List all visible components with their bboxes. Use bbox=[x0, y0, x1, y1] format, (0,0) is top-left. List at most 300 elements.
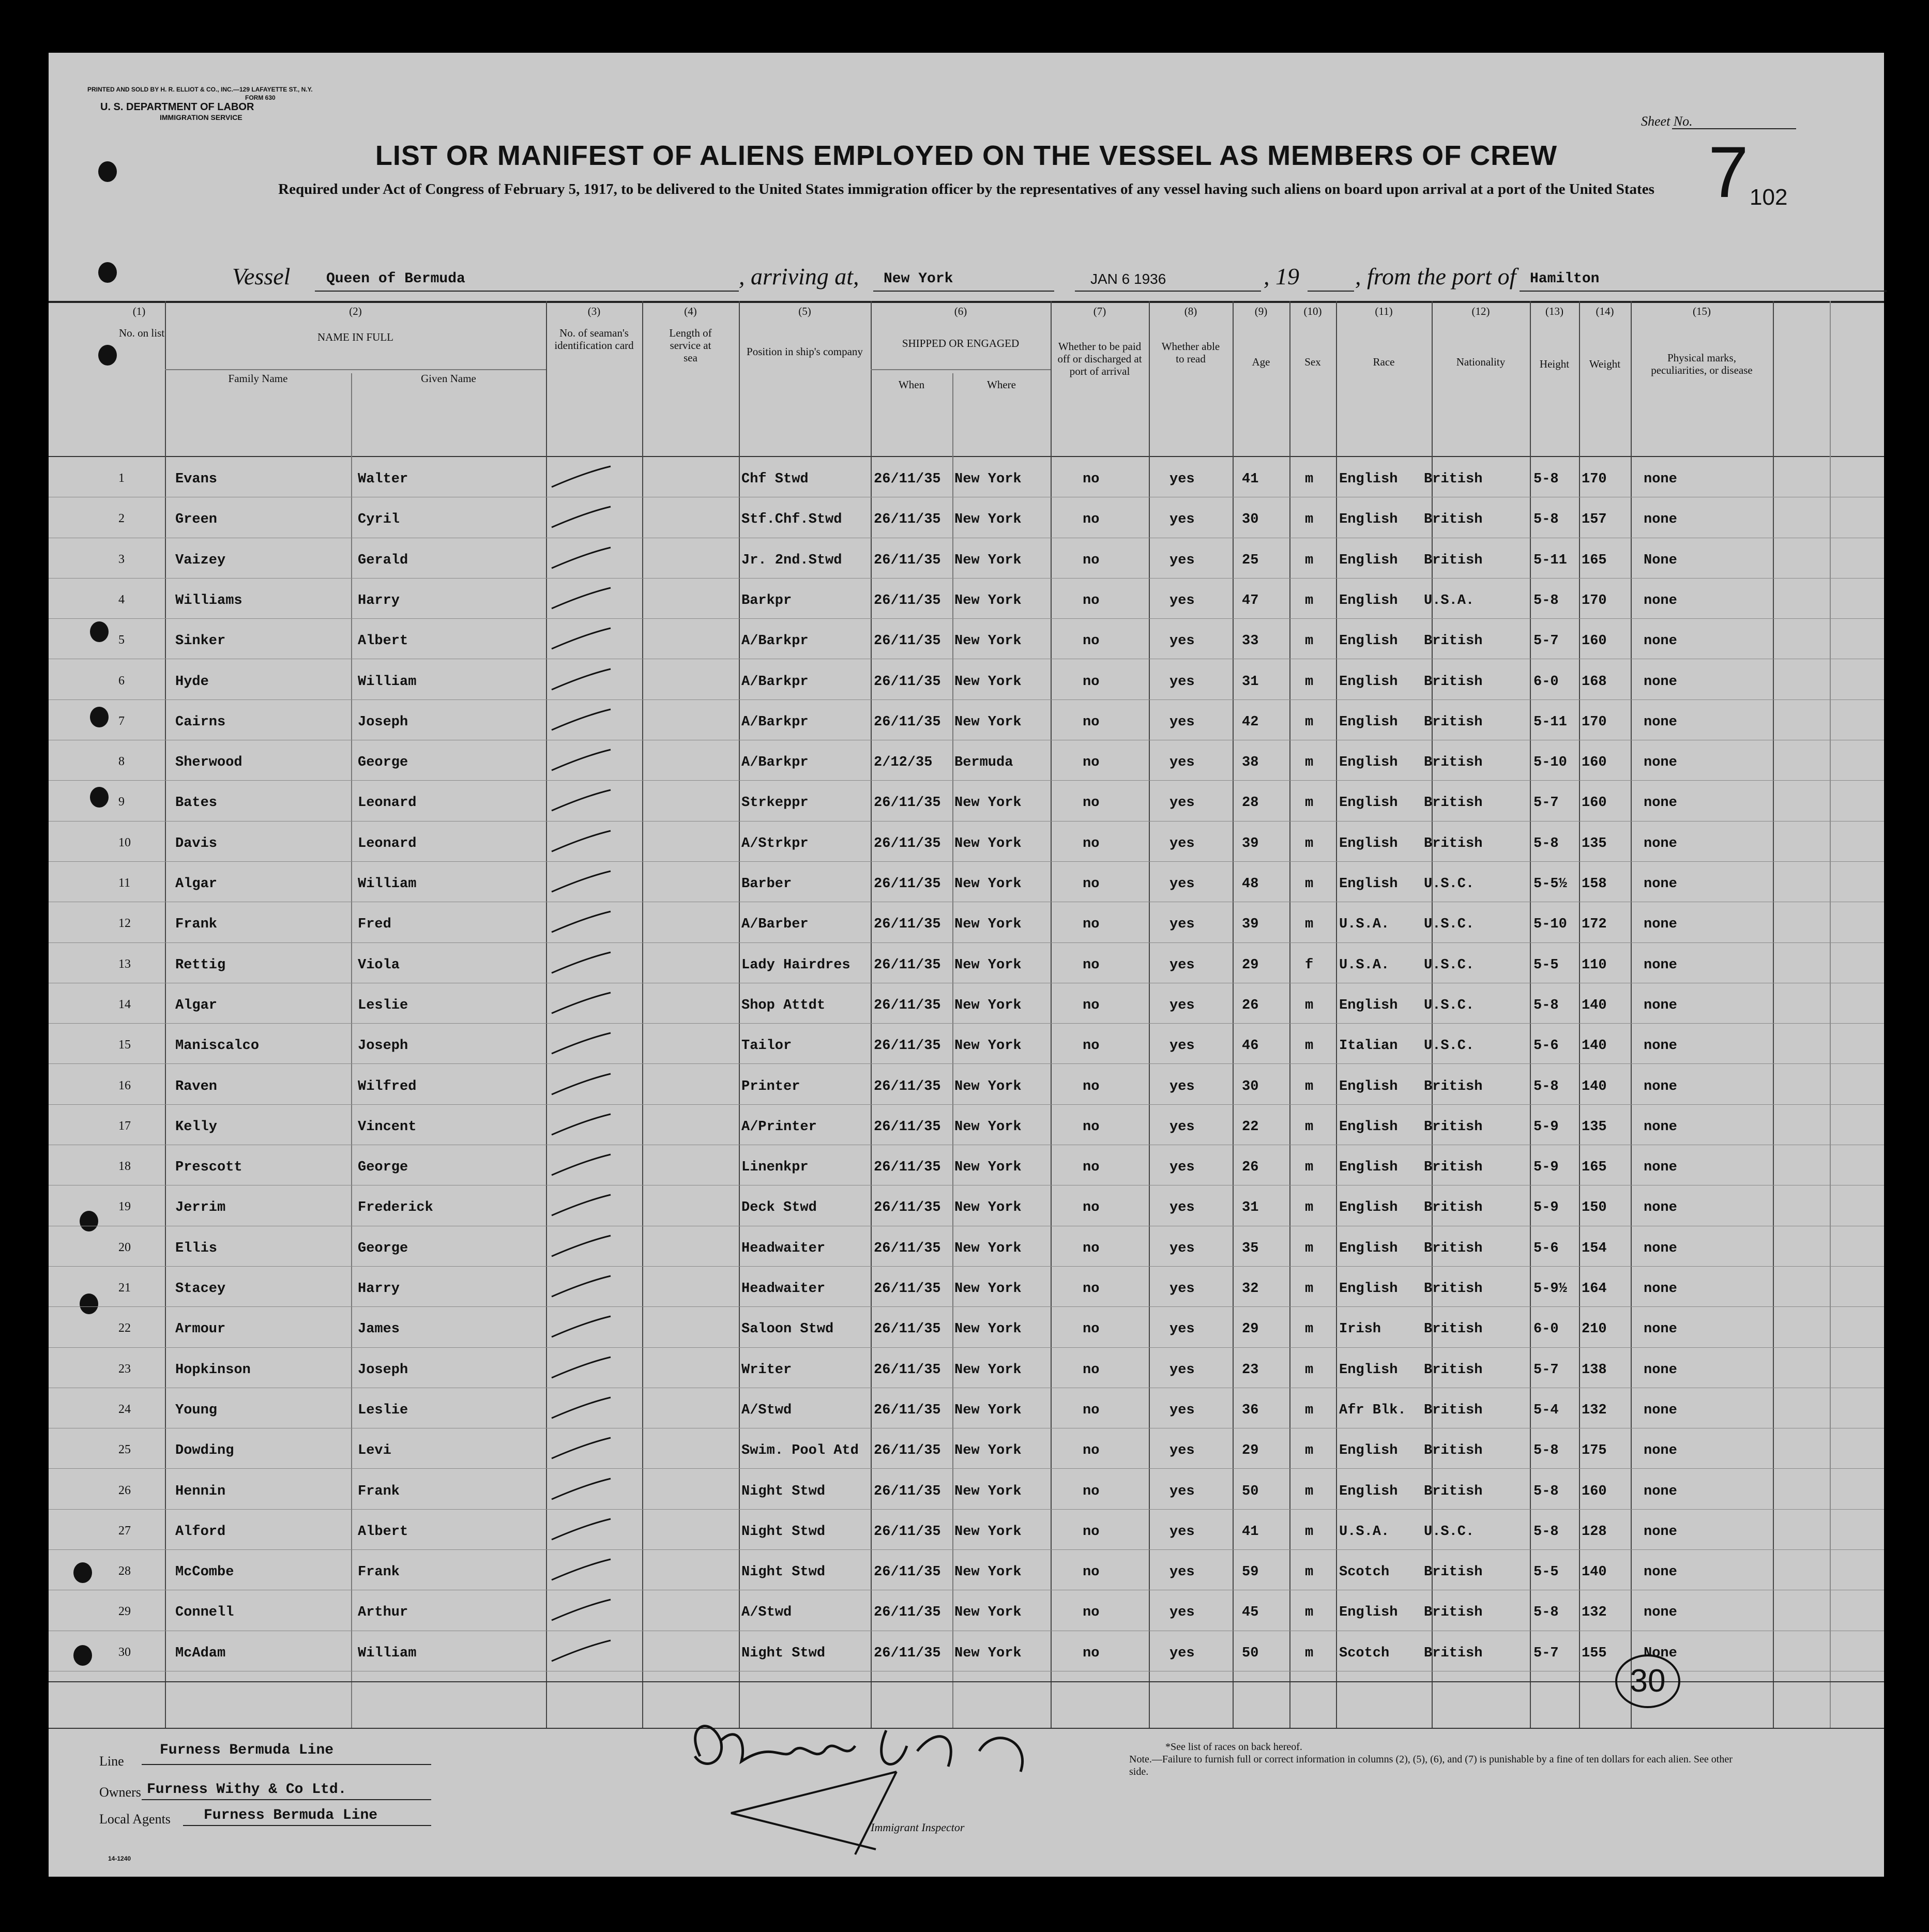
row-number: 5 bbox=[118, 633, 125, 647]
shipped-when: 26/11/35 bbox=[874, 1038, 941, 1054]
given-name: Arthur bbox=[358, 1605, 408, 1621]
check-mark-icon bbox=[548, 1638, 615, 1663]
col-1-num: (1) bbox=[132, 305, 146, 317]
sheet-number: 7 bbox=[1708, 131, 1749, 212]
shipped-where: New York bbox=[954, 1564, 1022, 1580]
shipped-when: 2/12/35 bbox=[874, 755, 933, 771]
physical-marks: none bbox=[1644, 997, 1677, 1013]
height: 5-5 bbox=[1533, 957, 1559, 973]
sex: f bbox=[1305, 957, 1314, 973]
shipped-when: 26/11/35 bbox=[874, 1160, 941, 1176]
age: 38 bbox=[1242, 755, 1259, 771]
row-number: 23 bbox=[118, 1362, 131, 1376]
year-label: , 19 bbox=[1264, 263, 1299, 290]
row-number: 14 bbox=[118, 997, 131, 1011]
able-to-read: yes bbox=[1169, 1443, 1195, 1459]
nationality: British bbox=[1424, 755, 1483, 771]
date-stamp: JAN 6 1936 bbox=[1090, 271, 1166, 287]
col-2-header: NAME IN FULL bbox=[317, 331, 393, 343]
height: 5-8 bbox=[1533, 997, 1559, 1013]
weight: 170 bbox=[1582, 592, 1607, 608]
table-row bbox=[49, 700, 1884, 739]
race: English bbox=[1339, 1200, 1398, 1216]
paid-off: no bbox=[1083, 876, 1100, 892]
age: 45 bbox=[1242, 1605, 1259, 1621]
sex: m bbox=[1305, 592, 1314, 608]
arriving-port: New York bbox=[884, 271, 953, 287]
shipped-when: 26/11/35 bbox=[874, 714, 941, 730]
row-number: 28 bbox=[118, 1564, 131, 1578]
physical-marks: none bbox=[1644, 957, 1677, 973]
paid-off: no bbox=[1083, 674, 1100, 690]
weight: 160 bbox=[1582, 1483, 1607, 1499]
table-row bbox=[49, 1388, 1884, 1427]
family-name: Vaizey bbox=[175, 552, 226, 568]
check-mark-icon bbox=[548, 1072, 615, 1097]
table-row bbox=[49, 1428, 1884, 1467]
height: 5-9½ bbox=[1533, 1281, 1567, 1297]
shipped-where: New York bbox=[954, 674, 1022, 690]
owners-value: Furness Withy & Co Ltd. bbox=[147, 1782, 347, 1798]
shipped-when: 26/11/35 bbox=[874, 997, 941, 1013]
sex: m bbox=[1305, 633, 1314, 649]
given-name-header: Given Name bbox=[421, 372, 476, 385]
line-value: Furness Bermuda Line bbox=[160, 1742, 334, 1758]
vessel-label: Vessel bbox=[232, 263, 291, 290]
weight: 154 bbox=[1582, 1240, 1607, 1256]
shipped-when: 26/11/35 bbox=[874, 1402, 941, 1418]
age: 46 bbox=[1242, 1038, 1259, 1054]
check-mark-icon bbox=[548, 464, 615, 489]
check-mark-icon bbox=[548, 869, 615, 894]
row-number: 6 bbox=[118, 674, 125, 688]
family-name: Hopkinson bbox=[175, 1362, 251, 1378]
race: English bbox=[1339, 552, 1398, 568]
paid-off: no bbox=[1083, 1321, 1100, 1337]
race: English bbox=[1339, 592, 1398, 608]
col-6-num: (6) bbox=[954, 305, 967, 317]
row-number: 11 bbox=[118, 876, 131, 890]
sex: m bbox=[1305, 1524, 1314, 1540]
race: English bbox=[1339, 1281, 1398, 1297]
height: 5-4 bbox=[1533, 1402, 1559, 1418]
line-label: Line bbox=[99, 1754, 124, 1769]
arriving-label: , arriving at, bbox=[739, 263, 859, 290]
paid-off: no bbox=[1083, 997, 1100, 1013]
sex: m bbox=[1305, 1645, 1314, 1661]
position: A/Barkpr bbox=[741, 714, 809, 730]
sex: m bbox=[1305, 1321, 1314, 1337]
physical-marks: none bbox=[1644, 1119, 1677, 1135]
height: 5-8 bbox=[1533, 1443, 1559, 1459]
row-number: 16 bbox=[118, 1078, 131, 1092]
row-number: 2 bbox=[118, 512, 125, 526]
table-row bbox=[49, 538, 1884, 577]
table-row bbox=[49, 497, 1884, 536]
check-mark-icon bbox=[548, 1314, 615, 1339]
physical-marks: none bbox=[1644, 1443, 1677, 1459]
sex: m bbox=[1305, 1078, 1314, 1094]
shipped-where: New York bbox=[954, 1240, 1022, 1256]
punch-hole bbox=[98, 262, 117, 283]
table-row bbox=[49, 943, 1884, 982]
table-row bbox=[49, 1145, 1884, 1184]
physical-marks: none bbox=[1644, 714, 1677, 730]
sex: m bbox=[1305, 755, 1314, 771]
shipped-where: New York bbox=[954, 714, 1022, 730]
nationality: British bbox=[1424, 1321, 1483, 1337]
position: Chf Stwd bbox=[741, 471, 809, 487]
position: A/Stwd bbox=[741, 1402, 792, 1418]
race: Scotch bbox=[1339, 1645, 1390, 1661]
nationality: British bbox=[1424, 1564, 1483, 1580]
col-5-header: Position in ship's company bbox=[747, 345, 863, 358]
check-mark-icon bbox=[548, 667, 615, 692]
paid-off: no bbox=[1083, 592, 1100, 608]
col-11-header: Race bbox=[1373, 356, 1395, 368]
nationality: British bbox=[1424, 1362, 1483, 1378]
check-mark-icon bbox=[548, 950, 615, 975]
position: Night Stwd bbox=[741, 1483, 826, 1499]
age: 35 bbox=[1242, 1240, 1259, 1256]
able-to-read: yes bbox=[1169, 1119, 1195, 1135]
family-name: Ellis bbox=[175, 1240, 218, 1256]
sex: m bbox=[1305, 835, 1314, 851]
physical-marks: none bbox=[1644, 835, 1677, 851]
family-name: Algar bbox=[175, 876, 218, 892]
sex: m bbox=[1305, 471, 1314, 487]
weight: 135 bbox=[1582, 1119, 1607, 1135]
family-name: McAdam bbox=[175, 1645, 226, 1661]
paid-off: no bbox=[1083, 1483, 1100, 1499]
sex: m bbox=[1305, 1240, 1314, 1256]
table-row bbox=[49, 619, 1884, 658]
table-row bbox=[49, 1105, 1884, 1144]
position: Barber bbox=[741, 876, 792, 892]
able-to-read: yes bbox=[1169, 1645, 1195, 1661]
race: English bbox=[1339, 633, 1398, 649]
shipped-when: 26/11/35 bbox=[874, 876, 941, 892]
weight: 140 bbox=[1582, 1078, 1607, 1094]
sheet-label: Sheet No. bbox=[1641, 114, 1693, 129]
height: 5-8 bbox=[1533, 835, 1559, 851]
able-to-read: yes bbox=[1169, 1160, 1195, 1176]
check-mark-icon bbox=[548, 1355, 615, 1380]
given-name: Cyril bbox=[358, 512, 400, 528]
weight: 170 bbox=[1582, 471, 1607, 487]
shipped-where: New York bbox=[954, 1483, 1022, 1499]
col-7-num: (7) bbox=[1093, 305, 1106, 317]
check-mark-icon bbox=[548, 1193, 615, 1218]
row-number: 19 bbox=[118, 1200, 131, 1214]
shipped-when: 26/11/35 bbox=[874, 633, 941, 649]
col-11-num: (11) bbox=[1375, 305, 1393, 317]
family-name: Algar bbox=[175, 997, 218, 1013]
row-number: 12 bbox=[118, 917, 131, 931]
table-row bbox=[49, 1550, 1884, 1589]
height: 5-6 bbox=[1533, 1240, 1559, 1256]
penalty-note: Note.—Failure to furnish full or correct information in columns (2), (5), (6), and (7) is punishable by a fine of ten dollars for each alien. See other side. bbox=[1129, 1754, 1733, 1777]
paid-off: no bbox=[1083, 471, 1100, 487]
able-to-read: yes bbox=[1169, 714, 1195, 730]
shipped-where: New York bbox=[954, 1281, 1022, 1297]
nationality: British bbox=[1424, 1240, 1483, 1256]
height: 5-8 bbox=[1533, 1524, 1559, 1540]
family-name: Jerrim bbox=[175, 1200, 226, 1216]
shipped-when: 26/11/35 bbox=[874, 1362, 941, 1378]
position: Jr. 2nd.Stwd bbox=[741, 552, 842, 568]
able-to-read: yes bbox=[1169, 795, 1195, 811]
family-name: Sherwood bbox=[175, 755, 242, 771]
position: A/Printer bbox=[741, 1119, 817, 1135]
shipped-when: 26/11/35 bbox=[874, 795, 941, 811]
height: 5-5½ bbox=[1533, 876, 1567, 892]
able-to-read: yes bbox=[1169, 876, 1195, 892]
given-name: William bbox=[358, 1645, 417, 1661]
check-mark-icon bbox=[548, 909, 615, 934]
family-name: Cairns bbox=[175, 714, 226, 730]
position: Deck Stwd bbox=[741, 1200, 817, 1216]
row-number: 20 bbox=[118, 1240, 131, 1254]
paid-off: no bbox=[1083, 1645, 1100, 1661]
paid-off: no bbox=[1083, 1200, 1100, 1216]
owners-label: Owners bbox=[99, 1785, 141, 1800]
given-name: Harry bbox=[358, 592, 400, 608]
family-name: Kelly bbox=[175, 1119, 218, 1135]
inspector-label: Immigrant Inspector bbox=[871, 1821, 965, 1834]
shipped-when: 26/11/35 bbox=[874, 1564, 941, 1580]
nationality: British bbox=[1424, 835, 1483, 851]
race: English bbox=[1339, 997, 1398, 1013]
position: Night Stwd bbox=[741, 1645, 826, 1661]
position: Swim. Pool Atd bbox=[741, 1443, 859, 1459]
shipped-when: 26/11/35 bbox=[874, 674, 941, 690]
weight: 138 bbox=[1582, 1362, 1607, 1378]
height: 5-7 bbox=[1533, 1362, 1559, 1378]
nationality: U.S.C. bbox=[1424, 1524, 1475, 1540]
family-name: Connell bbox=[175, 1605, 234, 1621]
age: 41 bbox=[1242, 471, 1259, 487]
row-number: 27 bbox=[118, 1524, 131, 1538]
check-mark-icon bbox=[548, 707, 615, 732]
nationality: U.S.C. bbox=[1424, 997, 1475, 1013]
sex: m bbox=[1305, 795, 1314, 811]
position: A/Strkpr bbox=[741, 835, 809, 851]
physical-marks: none bbox=[1644, 633, 1677, 649]
nationality: British bbox=[1424, 1483, 1483, 1499]
family-name: Williams bbox=[175, 592, 242, 608]
able-to-read: yes bbox=[1169, 1038, 1195, 1054]
shipped-when: 26/11/35 bbox=[874, 1078, 941, 1094]
shipped-where: New York bbox=[954, 1524, 1022, 1540]
race: English bbox=[1339, 755, 1398, 771]
weight: 128 bbox=[1582, 1524, 1607, 1540]
shipped-when: 26/11/35 bbox=[874, 1200, 941, 1216]
footnote bbox=[1129, 1741, 1750, 1778]
given-name: Harry bbox=[358, 1281, 400, 1297]
race: English bbox=[1339, 835, 1398, 851]
paid-off: no bbox=[1083, 1119, 1100, 1135]
table-row bbox=[49, 1185, 1884, 1224]
family-name: Hennin bbox=[175, 1483, 226, 1499]
shipped-when: 26/11/35 bbox=[874, 1645, 941, 1661]
shipped-where: New York bbox=[954, 876, 1022, 892]
check-mark-icon bbox=[548, 1598, 615, 1622]
family-name: Frank bbox=[175, 917, 218, 933]
given-name: William bbox=[358, 876, 417, 892]
age: 59 bbox=[1242, 1564, 1259, 1580]
position: Barkpr bbox=[741, 592, 792, 608]
table-row bbox=[49, 1307, 1884, 1346]
shipped-when: 26/11/35 bbox=[874, 1281, 941, 1297]
check-mark-icon bbox=[548, 1031, 615, 1056]
row-number: 17 bbox=[118, 1119, 131, 1133]
check-mark-icon bbox=[548, 1517, 615, 1542]
page-number: 102 bbox=[1750, 185, 1788, 210]
shipped-when: 26/11/35 bbox=[874, 1321, 941, 1337]
shipped-when: 26/11/35 bbox=[874, 592, 941, 608]
race: U.S.A. bbox=[1339, 1524, 1390, 1540]
sex: m bbox=[1305, 1362, 1314, 1378]
physical-marks: none bbox=[1644, 1605, 1677, 1621]
paid-off: no bbox=[1083, 1605, 1100, 1621]
height: 5-11 bbox=[1533, 714, 1567, 730]
height: 5-8 bbox=[1533, 471, 1559, 487]
position: Printer bbox=[741, 1078, 800, 1094]
nationality: U.S.C. bbox=[1424, 917, 1475, 933]
col-3-header: No. of seaman's identification card bbox=[554, 327, 634, 352]
where-header: Where bbox=[987, 378, 1016, 391]
nationality: British bbox=[1424, 1281, 1483, 1297]
physical-marks: none bbox=[1644, 876, 1677, 892]
table-row bbox=[49, 822, 1884, 860]
position: A/Barkpr bbox=[741, 633, 809, 649]
weight: 164 bbox=[1582, 1281, 1607, 1297]
vessel-line bbox=[186, 258, 1752, 300]
table-row bbox=[49, 1510, 1884, 1548]
from-port: Hamilton bbox=[1530, 271, 1600, 287]
row-number: 8 bbox=[118, 755, 125, 769]
check-mark-icon bbox=[548, 545, 615, 570]
shipped-when: 26/11/35 bbox=[874, 957, 941, 973]
row-number: 24 bbox=[118, 1402, 131, 1416]
position: Shop Attdt bbox=[741, 997, 826, 1013]
col-4-num: (4) bbox=[684, 305, 697, 317]
col-8-header: Whether able to read bbox=[1161, 340, 1220, 365]
given-name: Joseph bbox=[358, 1362, 408, 1378]
col-5-num: (5) bbox=[798, 305, 811, 317]
given-name: Wilfred bbox=[358, 1078, 417, 1094]
nationality: British bbox=[1424, 1160, 1483, 1176]
position: A/Barber bbox=[741, 917, 809, 933]
sex: m bbox=[1305, 1119, 1314, 1135]
physical-marks: none bbox=[1644, 1240, 1677, 1256]
race: English bbox=[1339, 674, 1398, 690]
age: 31 bbox=[1242, 1200, 1259, 1216]
nationality: U.S.C. bbox=[1424, 957, 1475, 973]
family-name: Alford bbox=[175, 1524, 226, 1540]
shipped-when: 26/11/35 bbox=[874, 512, 941, 528]
shipped-where: New York bbox=[954, 512, 1022, 528]
row-number: 9 bbox=[118, 795, 125, 809]
check-mark-icon bbox=[548, 1477, 615, 1501]
shipped-where: New York bbox=[954, 1200, 1022, 1216]
check-mark-icon bbox=[548, 1274, 615, 1299]
shipped-where: New York bbox=[954, 1119, 1022, 1135]
position: Night Stwd bbox=[741, 1524, 826, 1540]
paid-off: no bbox=[1083, 552, 1100, 568]
able-to-read: yes bbox=[1169, 997, 1195, 1013]
table-row bbox=[49, 1267, 1884, 1305]
weight: 132 bbox=[1582, 1605, 1607, 1621]
age: 23 bbox=[1242, 1362, 1259, 1378]
check-mark-icon bbox=[548, 788, 615, 813]
able-to-read: yes bbox=[1169, 1200, 1195, 1216]
nationality: British bbox=[1424, 674, 1483, 690]
shipped-where: New York bbox=[954, 917, 1022, 933]
given-name: George bbox=[358, 1240, 408, 1256]
paid-off: no bbox=[1083, 1402, 1100, 1418]
nationality: British bbox=[1424, 714, 1483, 730]
col-7-header: Whether to be paid off or discharged at port of arrival bbox=[1057, 340, 1142, 377]
table-row bbox=[49, 781, 1884, 819]
able-to-read: yes bbox=[1169, 471, 1195, 487]
able-to-read: yes bbox=[1169, 633, 1195, 649]
height: 5-8 bbox=[1533, 512, 1559, 528]
form-number: FORM 630 bbox=[245, 94, 276, 101]
service-label: IMMIGRATION SERVICE bbox=[160, 113, 242, 121]
weight: 210 bbox=[1582, 1321, 1607, 1337]
col-14-header: Weight bbox=[1589, 358, 1621, 370]
age: 41 bbox=[1242, 1524, 1259, 1540]
nationality: U.S.C. bbox=[1424, 1038, 1475, 1054]
col-13-header: Height bbox=[1539, 358, 1570, 370]
nationality: British bbox=[1424, 471, 1483, 487]
shipped-when: 26/11/35 bbox=[874, 917, 941, 933]
family-name: Hyde bbox=[175, 674, 209, 690]
given-name: James bbox=[358, 1321, 400, 1337]
check-mark-icon bbox=[548, 1436, 615, 1461]
height: 6-0 bbox=[1533, 674, 1559, 690]
sex: m bbox=[1305, 1443, 1314, 1459]
sex: m bbox=[1305, 997, 1314, 1013]
able-to-read: yes bbox=[1169, 1362, 1195, 1378]
family-name: Sinker bbox=[175, 633, 226, 649]
height: 5-7 bbox=[1533, 1645, 1559, 1661]
race: English bbox=[1339, 1483, 1398, 1499]
col-10-num: (10) bbox=[1303, 305, 1322, 317]
able-to-read: yes bbox=[1169, 552, 1195, 568]
check-mark-icon bbox=[548, 1557, 615, 1582]
able-to-read: yes bbox=[1169, 1321, 1195, 1337]
nationality: British bbox=[1424, 1443, 1483, 1459]
family-name: Raven bbox=[175, 1078, 218, 1094]
paid-off: no bbox=[1083, 633, 1100, 649]
check-mark-icon bbox=[548, 505, 615, 529]
family-name: Armour bbox=[175, 1321, 226, 1337]
height: 5-8 bbox=[1533, 1605, 1559, 1621]
able-to-read: yes bbox=[1169, 674, 1195, 690]
given-name: Albert bbox=[358, 633, 408, 649]
age: 36 bbox=[1242, 1402, 1259, 1418]
race: U.S.A. bbox=[1339, 917, 1390, 933]
height: 5-10 bbox=[1533, 755, 1567, 771]
given-name: George bbox=[358, 1160, 408, 1176]
paid-off: no bbox=[1083, 917, 1100, 933]
row-number: 29 bbox=[118, 1605, 131, 1619]
family-name: Stacey bbox=[175, 1281, 226, 1297]
physical-marks: none bbox=[1644, 512, 1677, 528]
